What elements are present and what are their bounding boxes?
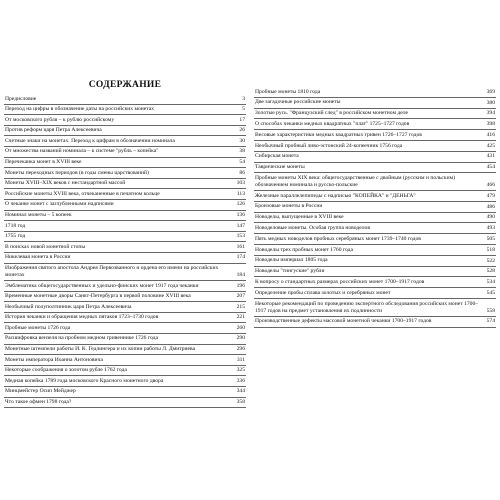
toc-entry-page-number: 490 [486,214,495,221]
toc-entry [254,245,496,256]
toc-entry [4,387,246,398]
toc-entry-title: Против реформ царя Петра Алексеевича [5,127,102,134]
toc-heading: СОДЕРЖАНИЕ [88,80,162,90]
toc-entry-title: Пробные монеты 1810 года [255,88,321,95]
toc-entry [4,115,246,126]
toc-entry [4,94,246,105]
toc-entry [254,152,496,163]
toc-entry [4,221,246,232]
toc-entry-page-number: 454 [486,164,495,171]
toc-entry-title: Никелевая монета в России [5,254,71,261]
toc-entry [4,147,246,158]
toc-entry-title: Пробные монеты XIX века: общегосударственные с двойным (русским и польским) обозначением номинала и русско-польские [255,174,456,188]
toc-entry-page-number: 380 [486,99,495,106]
toc-entry-title: Необычный пробный ливо-эстонский 24-копеечник 1756 года [255,142,403,149]
toc-entry-page-number: 466 [486,181,495,188]
toc-entry-page-number: 505 [486,235,495,242]
toc-entry [4,105,246,116]
toc-entry [4,334,246,345]
toc-entry-page-number: 184 [236,271,245,278]
toc-right-column [254,87,496,328]
toc-entry-title: Монеты переходных периодов (в годы смены царствований) [5,169,149,176]
toc-entry [254,234,496,245]
toc-entry-title: Железные параллелепипеды с надписью "КОПЕЙКА" и "ДЕНЬГА" [255,192,416,199]
toc-entry-page-number: 196 [236,282,245,289]
toc-entry [254,109,496,120]
toc-entry-title: Новоделы, выпущенные в XVIII веке [255,214,344,221]
toc-entry-page-number: 528 [486,268,495,275]
toc-entry-title: Медная копейка 1789 года московского Красного монетного двора [5,377,164,384]
toc-entry [4,376,246,387]
toc-entry-page-number: 336 [236,377,245,384]
toc-entry [254,119,496,130]
toc-entry-title: Некоторые соображения о золотом рубле 1762 года [5,367,127,374]
toc-entry-page-number: 486 [486,203,495,210]
toc-entry [4,281,246,292]
toc-entry-page-number: 416 [486,131,495,138]
toc-entry-page-number: 493 [486,225,495,232]
toc-entry-title: Переход на цифры в обозначение даты на российских монетах [5,106,155,113]
toc-entry-page-number: 431 [486,153,495,160]
toc-entry [4,355,246,366]
toc-entry-page-number: 103 [236,180,245,187]
toc-entry-title: Производственные дефекты массовой монетной чеканки 1700–1917 годов [255,318,432,325]
toc-entry-page-number: 153 [236,233,245,240]
toc-entry-page-number: 30 [239,137,245,144]
toc-entry [4,232,246,243]
toc-entry [4,158,246,169]
toc-entry-title: Российские монеты XVIII века, отчеканенные в печатном кольце [5,190,160,197]
toc-entry-page-number: 479 [486,192,495,199]
toc-entry-page-number: 545 [486,289,495,296]
toc-right-list [254,87,496,328]
toc-entry-title: Новоделы трех пробных монет 1760 года [255,246,354,253]
toc-entry-page-number: 425 [486,142,495,149]
toc-entry-title: О способах чеканки медных квадратных "плат" 1725–1727 годов [255,120,410,127]
toc-entry [254,98,496,109]
toc-entry-page-number: 207 [236,293,245,300]
toc-entry-page-number: 215 [236,303,245,310]
toc-entry [254,299,496,317]
toc-entry-title: Новоделы империал 1805 года [255,257,328,264]
toc-entry-title: От множества названий номинала – к системе "рубль – копейка" [5,148,159,155]
toc-entry-title: Бронзовые монеты в России [255,203,323,210]
toc-entry-title: Пробные монеты 1726 года [5,324,71,331]
toc-left-list [4,94,246,408]
toc-left-column [4,80,246,408]
toc-entry-page-number: 221 [236,314,245,321]
toc-entry-page-number: 174 [236,254,245,261]
toc-entry-title: Некоторые рекомендаций по проведению экспертного обследования российских монет 1700–1917 годов на предмет установления их подлинности [255,300,479,314]
toc-entry-page-number: 86 [239,169,245,176]
toc-entry [4,179,246,190]
toc-entry-title: Монеты императора Иоанна Антоновича [5,356,103,363]
toc-entry-page-number: 522 [486,257,495,264]
toc-entry [254,317,496,328]
toc-entry-title: Изображения святого апостола Андрея Первозванного и ордена его имени на российских монетах [5,265,219,278]
toc-entry-title: Монеты XVIII–XIX веков с нестандартной массой [5,180,126,187]
toc-entry-page-number: 558 [486,307,495,314]
toc-entry-title: К вопросу о стандартных размерах российских монет 1700–1917 годов [255,279,425,286]
toc-entry-page-number: 147 [236,222,245,229]
toc-entry [4,302,246,313]
toc-entry [254,163,496,174]
toc-entry [254,277,496,288]
toc-entry [4,211,246,222]
toc-entry-title: Сибирская монета [255,153,299,160]
toc-entry-page-number: 3 [242,95,245,102]
toc-entry [254,130,496,141]
toc-entry-title: Номинал монеты – 5 копеек [5,212,72,219]
toc-entry-page-number: 113 [236,190,245,197]
toc-entry-page-number: 311 [236,356,245,363]
toc-entry-page-number: 398 [486,121,495,128]
toc-entry [254,256,496,267]
toc-entry-page-number: 38 [239,148,245,155]
toc-entry-title: 1718 год [5,222,26,229]
toc-entry [4,292,246,303]
toc-entry-title: Новоделы "тингуские" рубли [255,268,325,275]
toc-entry-title: 1755 год [5,233,26,240]
toc-entry-page-number: 394 [486,110,495,117]
toc-entry-title: Пять медных новоделов пробных серебряных монет 1739–1740 годов [255,235,421,242]
toc-entry-title: Определение пробы сплава золотых и серебряных монет [255,289,391,296]
toc-entry-page-number: 260 [236,324,245,331]
toc-entry [254,213,496,224]
toc-entry-page-number: 358 [236,399,245,406]
toc-entry-page-number: 17 [239,116,245,123]
toc-entry [4,200,246,211]
toc-entry-title: Новоделовые монеты. Особая группа новоделов [255,225,370,232]
toc-entry-page-number: 26 [239,127,245,134]
toc-entry-page-number: 518 [486,246,495,253]
toc-entry [254,87,496,98]
toc-entry-title: Что такое офмен 1798 года? [5,399,72,406]
toc-entry [4,345,246,356]
toc-entry [4,398,246,409]
toc-entry [4,253,246,264]
toc-entry-page-number: 534 [486,279,495,286]
toc-entry [254,288,496,299]
toc-entry-title: Необычный полуполтинник царя Петра Алексеевича [5,303,132,310]
toc-entry-page-number: 161 [236,243,245,250]
toc-entry-page-number: 126 [236,201,245,208]
toc-entry [4,136,246,147]
toc-entry-title: Две загадочные российские монеты [255,99,341,106]
toc-entry-title: Минцмейстер Осип Мейджер [5,388,76,395]
toc-entry [4,366,246,377]
toc-entry-title: О чеканке монет с заглубленными надписями [5,201,114,208]
toc-entry [254,173,496,191]
toc-entry [4,168,246,179]
toc-entry-title: История чеканки и обращения медных пятаков 1723–1730 годов [5,314,159,321]
toc-entry-title: Расшифровка вензеля на пробном медном гривеннике 1726 года [5,335,158,342]
toc-entry-page-number: 344 [236,388,245,395]
toc-entry [4,264,246,282]
toc-entry-title: В поисках новой монетной стопы [5,243,86,250]
toc-entry-page-number: 325 [236,367,245,374]
toc-entry [254,141,496,152]
toc-entry-title: От московского рубля – к рублю российскому [5,116,115,123]
toc-entry-title: Эмблематика общегосударственных и удельно-финских монет 1917 года чеканки [5,282,199,289]
toc-entry-title: Предисловие [5,95,37,102]
toc-entry [4,323,246,334]
toc-entry-title: Перечеканка монет в XVIII веке [5,159,82,166]
toc-entry-title: Монетные штемпели работы И. К. Гедлингера и их копии работы Л. Дмитриева [5,346,196,353]
toc-entry-page-number: 54 [239,159,245,166]
toc-entry-page-number: 290 [236,335,245,342]
toc-entry [254,223,496,234]
toc-entry [4,126,246,137]
toc-entry-page-number: 369 [486,88,495,95]
toc-entry [4,242,246,253]
toc-entry-page-number: 296 [236,346,245,353]
toc-entry [254,191,496,202]
toc-entry [4,189,246,200]
toc-entry [4,313,246,324]
toc-entry-title: Золотые русь. "Французский след" в российском монетном деле [255,110,408,117]
toc-entry-title: Счетные знаки на монетах. Переход к цифрам в обозначении номинала [5,137,175,144]
toc-entry-title: Временные монетные дворы Санкт-Петербурга в первой половине XVIII века [5,293,191,300]
toc-entry [254,267,496,278]
toc-entry-page-number: 574 [486,318,495,325]
toc-entry-page-number: 136 [236,212,245,219]
toc-entry-page-number: 5 [242,106,245,113]
toc-entry [254,202,496,213]
toc-entry-title: Весовые характеристики медных квадратных гривен 1726–1727 годов [255,131,422,138]
toc-entry-title: Таврические монеты [255,164,305,171]
